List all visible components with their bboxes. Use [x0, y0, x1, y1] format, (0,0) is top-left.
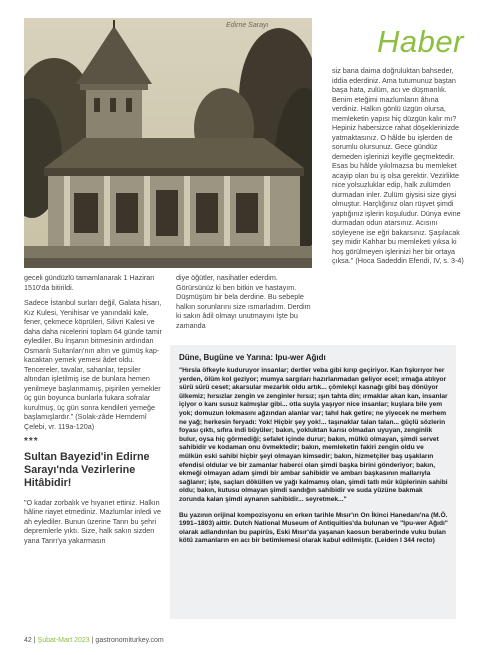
issue-date: Şubat-Mart 2023 [37, 637, 90, 644]
column-1 [24, 273, 162, 551]
section-tag: Haber [377, 24, 464, 59]
column-3 [332, 66, 466, 272]
column-2 [176, 273, 316, 336]
footer-separator: | [33, 637, 36, 644]
site-url: gastronomiturkey.com [95, 637, 164, 644]
section-subheading: Sultan Bayezid'in Edirne Sarayı'nda Vezirlerine Hitâbidir! [24, 450, 150, 489]
palace-photo [24, 18, 312, 268]
photo-caption: Edirne Sarayı [226, 22, 269, 29]
paragraph: Sadece İstanbul surları değil, Galata hisarı, Kız Kulesi, Yenihisar ve yanındaki kale, fener, çekmece köprüleri, Silivri Kalesi ve daha daha nicelerini toplam 64 günde tamir eylediler. Bu İnşanın bitmesinin ardından Osmanlı Sultanları'nın altın ve gümüş kap-kacaktan yemek yemesi âdet oldu. Tencereler, tavalar, sahanlar, tepsiler altından işletilmiş ise de bunlara hemen yenilmeye başlanmamış, pişirilen yemekler üç gün boyunca bunlarla fukara sofralar kurulmuş, üç gün sonra kendileri yemeğe başlamışlardır." (Solak-zâde Hemdemî Çelebi, vr. 119a-120a) [24, 298, 162, 431]
paragraph: "O kadar zorbalık ve hıyanet ettiniz. Halkın hâline riayet etmediniz. Mazlumlar inledi ve ah eylediler. Bunun üzerine Tanrı bu şehri depremlerle yıktı. Size, halk sakın sizden yana Tanrı'ya yakarmasın [24, 497, 162, 545]
page-footer [24, 637, 164, 644]
paragraph: siz bana daima doğruluktan bahseder, iddia ederdiniz. Ama tutumunuz baştan başa hata, zulüm, acı ve düşmanlık. Benim eteğimi mazlumların âhına verdiniz. Halkın gönlü üzgün olursa, memleketin yapısı hiç düzgün kalır mı? Hepiniz habersizce rahat döşeklerinizde yatmaktasınız. O hâlde bu işlerden de sorumlu olursunuz. Gece gündüz demeden işlerinizi keyifle geçmektedir. Esas bu hâlde yıkılmazsa bu memleket acayip olan bu iş olsa gerektir. Vezirlikte nice yolsuzluklar edip, halk zulümden durmadan inler. Zulüm giysisi size giysi olmuştur. Harçlığınız olan rüşvet şimdi yaptığınız işlerin koşuludur. Dünya evine durmadan odun atarsınız. Acısını söyleyene ise eğri bakarsınız. Şaşılacak şey midir Kahhar bu memleketi yıksa ki hoş görülmeyen işlerinizi her bir ortaya çıksa." (Hoca Sadeddin Efendi, IV, s. 3-4) [332, 66, 464, 265]
box-quote: "Hırsla öfkeyle kuduruyor insanlar; dertler veba gibi kırıp geçiriyor. Kan fışkırıyor her yerden, ölüm kol geziyor; mumya sargıları hazırlanmadan geliyor ecel; ırmağa atılıyor sürü sürü ceset; akarsular mezarlık oldu artık... çömlekçi kasnağı gibi baş dönüyor ülkemiz; hırsızlar zengin ve zenginler hırsız; ışın tahta din; ırmaklar akan kan, insanlar içiyor o kanı susuz kalmışlar gibi... otla suyla yaşıyor nice insanlar; kuşlara bile yem yok; domuzun lokmasını ağzından alanlar var; tahıl hak getire; ne yiyecek ne merhem ne yağ; herkesin feryadı: Yok! Hiçbir şey yok!... taşınaklar talan talan... güçlü sözlerin foyası çıktı, sıfıra indi büyüler; bakın, yokluktan karısı olmadan uyuyan, zenginlik bulur, oysa hiç görmediği; sefalet içinde durur; bakın, mülkü olmayan, şimdi servet sahibidir ve kodaman onu övmektedir; bakın, memleketin fakiri zengin oldu ve mülkün eski sahibi hiçbir şeyi olmayan kimsedir; bakın, hizmetçiler baş uşakların efendisi oldular ve bir zamanlar haberci olan şimdi başka birini gönderiyor; bakın, ekmeği olmayan adam şimdi bir ambar sahibidir ve ambarı başkasının mallarıyla sağlanır; işte, saçları döküllen ve yağı kalmamış olan, şimdi tatlı mür küplerinin sahibi oldu; bakın, kutusu olmayan şimdi sandığın sahibidir ve suda yüzüne bakmak zorunda kalan şimdi aynanın sahibidir... seyretmek..." [179, 367, 448, 503]
box-body [179, 367, 449, 553]
box-note: Bu yazının orijinal kompozisyonu en erken tarihle Mısır'ın On İkinci Hanedanı'na (M.Ö. 1991–1803) aittir. Dutch National Museum of Antiquities'da bulunan ve "Ipu-wer Ağıdı" olarak adlandırılan bu papirüs, Eski Mısır'da yaşanan kaosun beraberinde vuku bulan kötü zamanların en acı bir betimlemesi olarak kabul edilmiştir. (Leiden I 344 recto) [179, 511, 448, 545]
sidebar-box [170, 345, 456, 619]
paragraph: geceli gündüzlü tamamlanarak 1 Haziran 1510'da bitirildi. [24, 273, 155, 292]
box-title: Düne, Bugüne ve Yarına: Ipu-wer Ağıdı [179, 353, 326, 362]
section-divider: *** [24, 436, 39, 447]
page-number: 42 [24, 637, 32, 644]
paragraph: diye öğütler, nasihatler ederdim. Görürsünüz ki ben bitkin ve hastayım. Düşmüşüm bir bela derdine. Bu sebeple halkın sorunlarını size ısmarladım. Derdim ki sakın âdil olmayı unutmayını İşte bu zamanda [176, 273, 311, 330]
footer-separator: | [91, 637, 94, 644]
